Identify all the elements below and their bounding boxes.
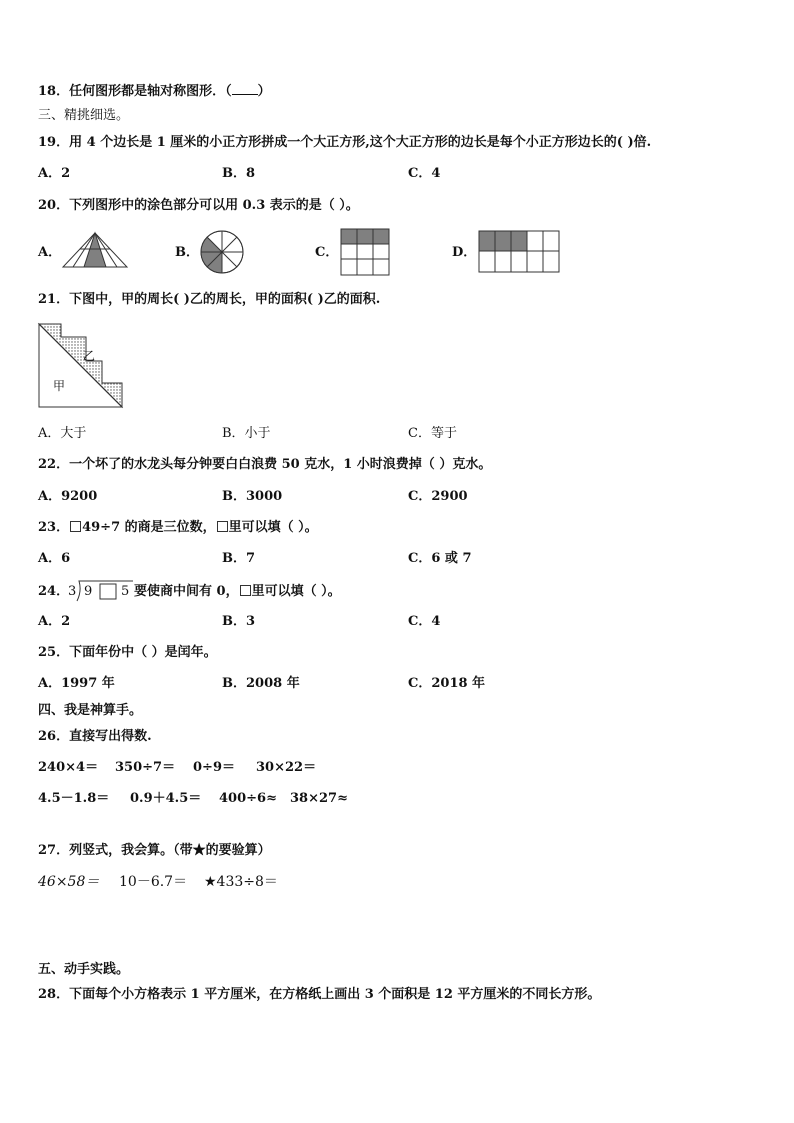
q27-item-3[interactable]: ★433÷8＝: [204, 874, 278, 890]
q24-option-b[interactable]: B．3: [222, 614, 256, 629]
q27-item-2[interactable]: 10－6.7＝: [119, 874, 188, 890]
question-23: [38, 519, 318, 537]
q23-text-end: 里可以填（ ）。: [228, 520, 318, 535]
question-28: 28．下面每个小方格表示 1 平方厘米，在方格纸上画出 3 个面积是 12 平方厘米的不同长方形。: [38, 987, 601, 1002]
q22-option-a[interactable]: A．9200: [38, 489, 98, 504]
q24-text-end: 里可以填（ ）。: [251, 584, 341, 599]
q20-figure-b-circle: [199, 229, 245, 275]
question-18: [38, 81, 271, 101]
q24-number: 24．: [38, 584, 70, 599]
q20-figure-a-triangle: [60, 230, 130, 270]
q26-item-4[interactable]: 30×22＝: [256, 760, 317, 775]
q26-item-8[interactable]: 38×27≈: [290, 791, 348, 806]
q21-figure-staircase: [38, 323, 124, 409]
q20-figure-d-grid: [478, 230, 560, 274]
q24-text-main: 要使商中间有 0，: [134, 584, 239, 599]
q20-figure-c-grid: [340, 228, 390, 276]
q21-option-a[interactable]: A．大于: [38, 426, 87, 441]
q24-option-a[interactable]: A．2: [38, 614, 71, 629]
q19-option-a[interactable]: A．2: [38, 166, 71, 181]
q23-option-b[interactable]: B．7: [222, 551, 256, 566]
q26-item-2[interactable]: 350÷7＝: [115, 760, 176, 775]
q24-option-c[interactable]: C．4: [408, 614, 441, 629]
question-20: 20．下列图形中的涂色部分可以用 0.3 表示的是（ ）。: [38, 198, 359, 213]
q26-item-6[interactable]: 0.9＋4.5＝: [130, 791, 202, 806]
q25-option-a[interactable]: A．1997 年: [38, 676, 115, 691]
q21-label-jia: 甲: [53, 379, 66, 393]
section-5-title: 五、动手实践。: [38, 962, 130, 977]
q22-option-c[interactable]: C．2900: [408, 489, 468, 504]
q24-digit-1: 9: [84, 584, 93, 599]
section-4-title: 四、我是神算手。: [38, 703, 143, 718]
q26-item-5[interactable]: 4.5－1.8＝: [38, 791, 110, 806]
q24-text: [134, 583, 341, 601]
section-3-title: 三、精挑细选。: [38, 108, 130, 123]
q26-item-7[interactable]: 400÷6≈: [219, 791, 277, 806]
q23-box-icon: [70, 521, 81, 532]
q19-option-b[interactable]: B．8: [222, 166, 256, 181]
q24-divisor: 3: [68, 584, 77, 599]
q24-box-icon: [240, 585, 251, 596]
q25-option-c[interactable]: C．2018 年: [408, 676, 486, 691]
q21-option-c[interactable]: C．等于: [408, 426, 457, 441]
q23-option-c[interactable]: C．6 或 7: [408, 551, 472, 566]
q18-text: 18．任何图形都是轴对称图形．（: [38, 84, 232, 99]
q27-item-1[interactable]: 46×58＝: [38, 874, 100, 890]
q20-label-b[interactable]: B．: [175, 245, 199, 260]
q24-digit-3: 5: [121, 584, 130, 599]
q18-text-end: ）: [257, 84, 271, 99]
question-19: 19．用 4 个边长是 1 厘米的小正方形拼成一个大正方形,这个大正方形的边长是每个小正方形边长的( )倍.: [38, 135, 652, 150]
q23-option-a[interactable]: A．6: [38, 551, 71, 566]
q21-option-b[interactable]: B．小于: [222, 426, 271, 441]
question-21: 21．下图中，甲的周长( )乙的周长，甲的面积( )乙的面积.: [38, 292, 381, 307]
q20-label-a[interactable]: A．: [38, 245, 62, 260]
q23-text: 49÷7 的商是三位数，: [82, 520, 216, 535]
question-25: 25．下面年份中（ ）是闰年。: [38, 645, 217, 660]
q23-number: 23．: [38, 520, 70, 535]
q20-label-d[interactable]: D．: [452, 245, 477, 260]
q18-answer-blank[interactable]: [232, 81, 258, 95]
q25-option-b[interactable]: B．2008 年: [222, 676, 300, 691]
q20-label-c[interactable]: C．: [315, 245, 339, 260]
question-22: 22．一个坏了的水龙头每分钟要白白浪费 50 克水，1 小时浪费掉（ ）克水。: [38, 457, 492, 472]
q26-item-1[interactable]: 240×4＝: [38, 760, 99, 775]
q19-option-c[interactable]: C．4: [408, 166, 441, 181]
question-27: 27．列竖式，我会算。（带★的要验算）: [38, 843, 271, 858]
q22-option-b[interactable]: B．3000: [222, 489, 283, 504]
q26-item-3[interactable]: 0÷9＝: [193, 760, 235, 775]
q23-box-icon-2: [217, 521, 228, 532]
question-26: 26．直接写出得数.: [38, 729, 152, 744]
q21-label-yi: 乙: [83, 349, 96, 363]
